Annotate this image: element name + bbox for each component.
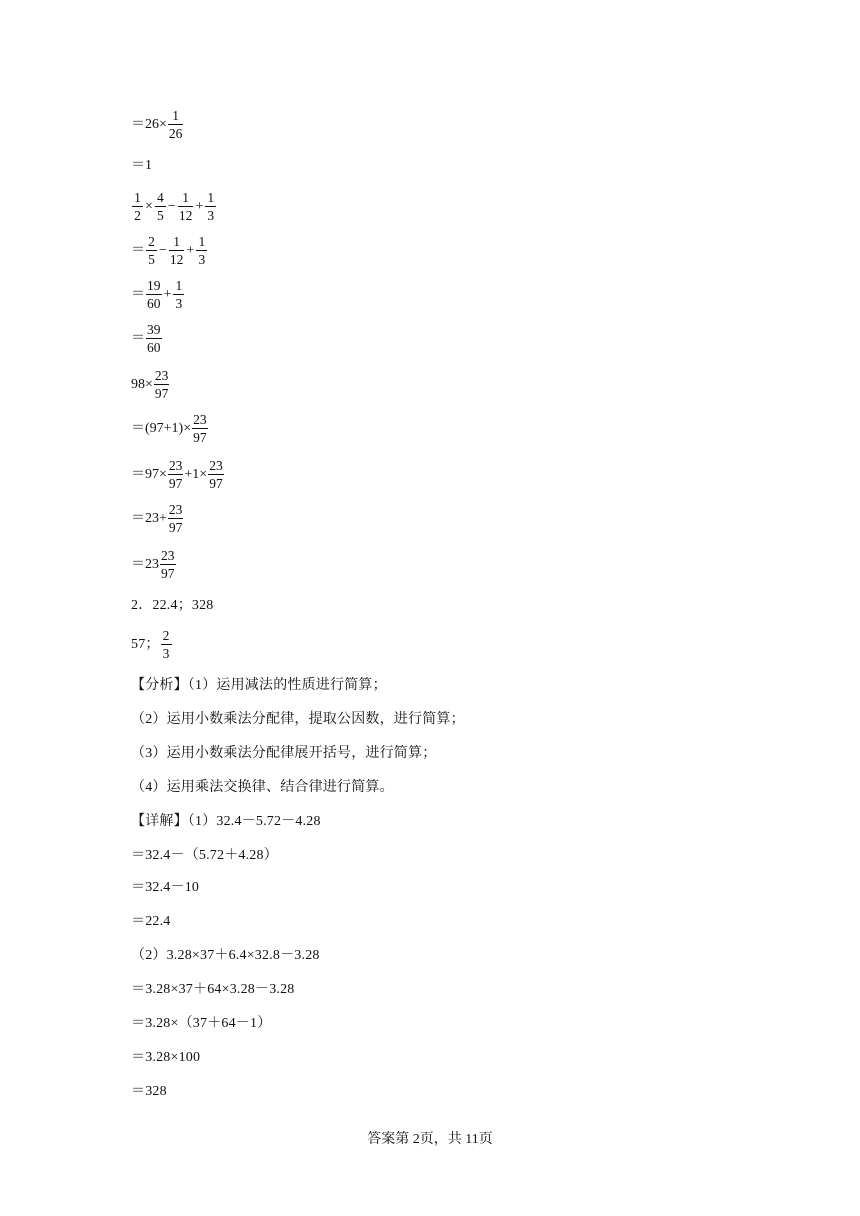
calc-line: ＝23 $\frac{23}{97}$: [131, 548, 175, 581]
calc-line: ＝97× $\frac{23}{97}$ +1× $\frac{23}{97}$: [131, 458, 223, 491]
detail-line: （2）3.28×37＋6.4×32.8－3.28: [131, 948, 320, 963]
detail-line: ＝32.4－（5.72＋4.28）: [131, 848, 278, 863]
calc-line: ＝1: [131, 158, 152, 173]
detail-line: ＝32.4－10: [131, 880, 200, 895]
detail-line: ＝3.28×100: [131, 1050, 201, 1065]
fraction: $\frac{1}{3}$: [173, 278, 184, 311]
fraction: $\frac{1}{12}$: [178, 190, 193, 223]
calc-line: ＝(97+1)× $\frac{23}{97}$: [131, 412, 207, 445]
fraction: $\frac{23}{97}$: [161, 548, 175, 581]
detail-line: ＝3.28×37＋64×3.28－3.28: [131, 982, 295, 997]
answer-line: 2．22.4；328: [131, 598, 214, 613]
calc-line: 98× $\frac{23}{97}$: [131, 368, 169, 401]
fraction: $\frac{23}{97}$: [168, 458, 183, 491]
calc-line: ＝ $\frac{19}{60}$ + $\frac{1}{3}$: [131, 278, 185, 311]
fraction: $\frac{23}{97}$: [168, 502, 183, 535]
fraction: $\frac{1}{12}$: [169, 234, 184, 267]
fraction: $\frac{1}{3}$: [196, 234, 207, 267]
calc-line: ＝26× $\frac{1}{26}$: [131, 108, 183, 141]
analysis-heading: 【分析】（1）运用减法的性质进行简算；: [131, 678, 387, 693]
detail-line: ＝328: [131, 1084, 167, 1099]
fraction: $\frac{1}{2}$: [132, 190, 143, 223]
fraction: $\frac{1}{3}$: [205, 190, 216, 223]
fraction: $\frac{1}{26}$: [168, 108, 183, 141]
fraction: $\frac{39}{60}$: [147, 322, 161, 355]
fraction: $\frac{19}{60}$: [147, 278, 161, 311]
fraction: $\frac{23}{97}$: [154, 368, 169, 401]
detail-line: ＝22.4: [131, 914, 171, 929]
detail-heading: 【详解】（1）32.4－5.72－4.28: [131, 814, 321, 829]
analysis-line: （3）运用小数乘法分配律展开括号，进行简算；: [131, 746, 437, 761]
calc-line: ＝23+ $\frac{23}{97}$: [131, 502, 183, 535]
page-footer: 答案第 2页，共 11页: [367, 1132, 493, 1147]
fraction: $\frac{23}{97}$: [209, 458, 223, 491]
analysis-line: （2）运用小数乘法分配律，提取公因数，进行简算；: [131, 712, 465, 727]
fraction: $\frac{2}{3}$: [161, 628, 172, 661]
calc-line: $\frac{1}{2}$ × $\frac{4}{5}$ − $\frac{1}{12}$ + $\frac{1}{3}$: [131, 190, 217, 223]
answer-line: 57； $\frac{2}{3}$: [131, 628, 173, 661]
fraction: $\frac{23}{97}$: [193, 412, 207, 445]
calc-line: ＝ $\frac{39}{60}$: [131, 322, 161, 355]
detail-line: ＝3.28×（37＋64－1）: [131, 1016, 272, 1031]
fraction: $\frac{4}{5}$: [155, 190, 166, 223]
fraction: $\frac{2}{5}$: [146, 234, 157, 267]
calc-line: ＝ $\frac{2}{5}$ − $\frac{1}{12}$ + $\frac{1}{3}$: [131, 234, 208, 267]
analysis-line: （4）运用乘法交换律、结合律进行简算。: [131, 780, 394, 795]
